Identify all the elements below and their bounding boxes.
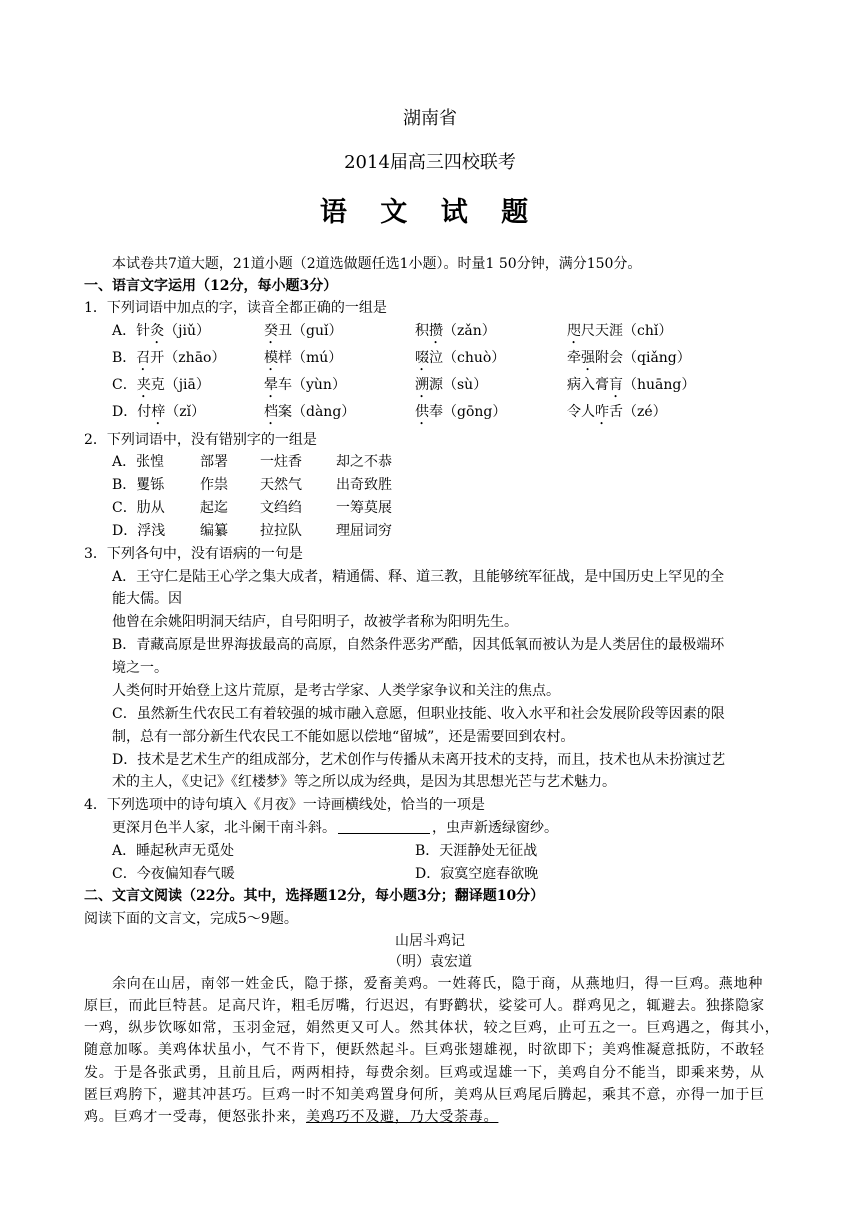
passage-line: 随意加啄。美鸡体状虽小，气不肯下，便跃然起斗。巨鸡张翅雄视，时欲即下；美鸡惟凝意抵防，不敢轻: [84, 1042, 765, 1058]
passage-underlined-sentence: 美鸡巧不及避，乃大受荼毒。: [306, 1109, 499, 1125]
q1-c2: 晕车（yùn）: [264, 377, 346, 393]
section1-title: 一、语言文字运用（12分，每小题3分）: [84, 278, 338, 294]
section2-instruction: 阅读下面的文言文，完成5～9题。: [84, 911, 298, 927]
q4-option-a: A．睡起秋声无觅处: [112, 843, 235, 859]
q4-poem-part1: 更深月色半人家，北斗阑干南斗斜。: [112, 820, 336, 836]
q4-stem: 4．下列选项中的诗句填入《月夜》一诗画横线处，恰当的一项是: [84, 797, 485, 813]
q1-a2: 癸丑（guǐ）: [264, 323, 343, 339]
q1-a4: 咫尺天涯（chǐ）: [567, 323, 673, 339]
passage-title: 山居斗鸡记: [395, 933, 465, 949]
page-title: 语 文 试 题: [319, 197, 541, 228]
q2-cell: 拉拉队: [260, 523, 302, 539]
q2-cell: 出奇致胜: [336, 477, 392, 493]
q2-cell: D．浮浅: [112, 523, 166, 539]
q4-option-b: B．天涯静处无征战: [415, 843, 538, 859]
q4-poem-part2: ，虫声新透绿窗纱。: [432, 820, 558, 836]
q3-option-b-line2: 境之一。: [112, 660, 168, 676]
q3-option-d-line1: D．技术是艺术生产的组成部分，艺术创作与传播从未离开技术的支持，而且，技术也从未扮演过艺: [112, 752, 726, 768]
passage-line: 发。于是各张武勇，且前且后，两两相持，每费余刻。巨鸡或逞雄一下，美鸡自分不能当，即乘来势，从: [84, 1065, 765, 1081]
passage-line: 匿巨鸡胯下，避其冲甚巧。巨鸡一时不知美鸡置身何所，美鸡从巨鸡尾后腾起，乘其不意，亦得一加于巨: [84, 1087, 765, 1103]
q4-poem: [112, 818, 558, 838]
q2-cell: 起迄: [200, 500, 228, 516]
q1-d2: 档案（dàng）: [264, 404, 356, 420]
q4-option-c: C．今夜偏知春气暖: [112, 866, 235, 882]
q3-option-b-line3: 人类何时开始登上这片荒原，是考古学家、人类学家争议和关注的焦点。: [112, 683, 560, 699]
intro-text: 本试卷共7道大题，21道小题（2道选做题任选1小题）。时量1 50分钟，满分150分。: [112, 256, 642, 272]
q3-option-c-line2: 制，总有一部分新生代农民工不能如愿以偿地“留城”，还是需要回到农村。: [112, 729, 575, 745]
q1-d3: 供奉（gōng）: [415, 404, 507, 420]
q3-option-b-line1: B．青藏高原是世界海拔最高的高原，自然条件恶劣严酷，因其低氧而被认为是人类居住的最极端环: [112, 637, 725, 653]
q2-cell: C．肋从: [112, 500, 165, 516]
q3-option-a-line1: A．王守仁是陆王心学之集大成者，精通儒、释、道三教，且能够统军征战，是中国历史上罕见的全: [112, 569, 725, 585]
q3-option-c-line1: C．虽然新生代农民工有着较强的城市融入意愿，但职业技能、收入水平和社会发展阶段等因素的限: [112, 706, 725, 722]
q2-cell: B．矍铄: [112, 477, 165, 493]
q3-option-d-line2: 术的主人，《史记》《红楼梦》等之所以成为经典，是因为其思想光芒与艺术魅力。: [112, 774, 616, 790]
passage-line-last: [84, 1107, 498, 1127]
q1-b4: 牵强附会（qiǎng）: [567, 350, 691, 366]
province-heading: 湖南省: [403, 108, 457, 129]
q3-option-a-line2: 能大儒。因: [112, 591, 182, 607]
passage-last-text: 鸡。巨鸡才一受毒，便怒张扑来，: [84, 1109, 306, 1125]
passage-line: 原巨，而此巨特甚。足高尺许，粗毛厉嘴，行迟迟，有野鹳状，娑娑可人。群鸡见之，辄避去。独搽隐家: [84, 998, 765, 1014]
q1-d4: 令人咋舌（zé）: [567, 404, 667, 420]
q2-cell: 文绉绉: [260, 500, 302, 516]
q1-a1: A．针灸（jiǔ）: [112, 323, 210, 339]
q1-b3: 啜泣（chuò）: [415, 350, 506, 366]
q1-stem: 1．下列词语中加点的字，读音全都正确的一组是: [84, 300, 387, 316]
q1-c1: C．夹克（jiā）: [112, 377, 210, 393]
q2-cell: 天然气: [260, 477, 302, 493]
q4-blank: [338, 819, 430, 834]
q1-c3: 溯源（sù）: [415, 377, 488, 393]
exam-heading: 2014届高三四校联考: [344, 152, 516, 173]
q2-stem: 2．下列词语中，没有错别字的一组是: [84, 432, 317, 448]
q2-cell: 一炷香: [260, 454, 302, 470]
passage-author: （明）袁宏道: [388, 954, 472, 970]
q2-cell: 部署: [200, 454, 228, 470]
q2-cell: 作祟: [200, 477, 228, 493]
q3-option-a-line3: 他曾在余姚阳明洞天结庐，自号阳明子，故被学者称为阳明先生。: [112, 614, 518, 630]
q1-a3: 积攒（zǎn）: [415, 323, 496, 339]
q1-b1: B．召开（zhāo）: [112, 350, 226, 366]
q1-b2: 模样（mú）: [264, 350, 343, 366]
q2-cell: 却之不恭: [336, 454, 392, 470]
q4-option-d: D．寂寞空庭春欲晚: [415, 866, 539, 882]
q2-cell: 一筹莫展: [336, 500, 392, 516]
q2-cell: 编纂: [200, 523, 228, 539]
q1-c4: 病入膏肓（huāng）: [567, 377, 696, 393]
q2-cell: 理屈词穷: [336, 523, 392, 539]
q1-d1: D．付梓（zǐ）: [112, 404, 206, 420]
q2-cell: A．张惶: [112, 454, 165, 470]
section2-title: 二、文言文阅读（22分。其中，选择题12分，每小题3分；翻译题10分）: [84, 888, 545, 904]
q3-stem: 3．下列各句中，没有语病的一句是: [84, 546, 303, 562]
passage-line: 余向在山居，南邻一姓金氏，隐于搽，爱畜美鸡。一姓蒋氏，隐于商，从燕地归，得一巨鸡。燕地种: [112, 976, 764, 992]
passage-line: 一鸡，纵步饮啄如常，玉羽金冠，娟然更又可人。然其体状，较之巨鸡，止可五之一。巨鸡遇之，侮其小，: [84, 1020, 780, 1036]
